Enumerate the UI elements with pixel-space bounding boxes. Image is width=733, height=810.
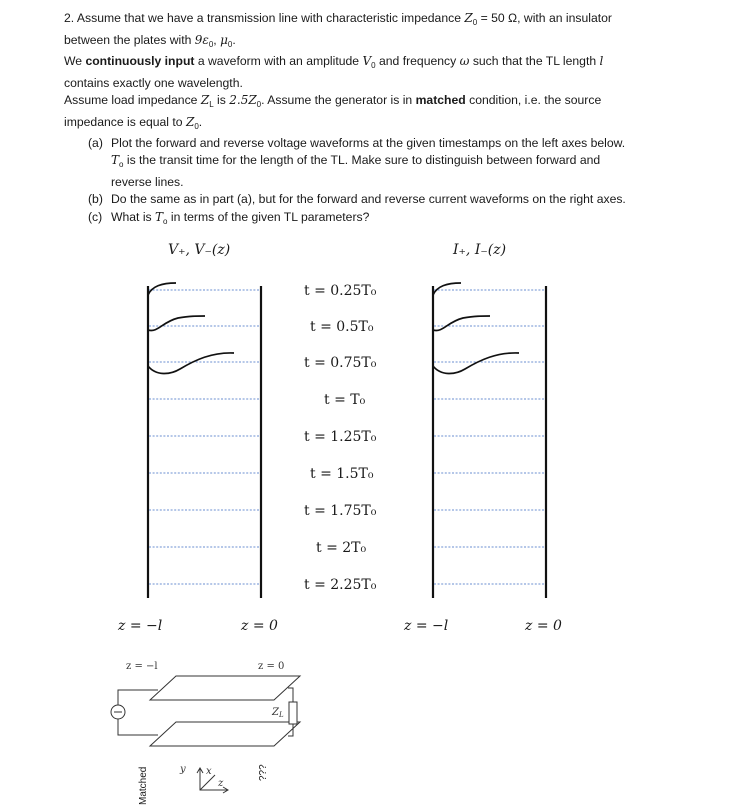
voltage-gridlines — [149, 290, 260, 584]
problem-line-6: impedance is equal to $Z_0$. — [64, 114, 203, 131]
problem-line-3: We continuously input a waveform with an amplitude $V_0$ and frequency ω such that the TL length l — [64, 54, 604, 71]
timestamp-label: t = T₀ — [324, 392, 366, 408]
matched-label: Matched — [138, 766, 149, 805]
timestamp-label: t = 2.25T₀ — [304, 577, 377, 593]
axis-x-label: x — [206, 766, 212, 777]
question-label: ??? — [258, 764, 269, 781]
upper-plate — [150, 676, 300, 700]
load-wire-top — [288, 688, 293, 702]
problem-line-2: between the plates with $9\varepsilon_0$, $\mu_0$. — [64, 32, 236, 49]
coord-axis-x — [200, 775, 215, 790]
diagram-zzero-label: z = 0 — [258, 661, 285, 672]
load-label: $Z_L$ — [272, 707, 284, 719]
load-wire-bottom — [288, 724, 293, 736]
part-b: (b) Do the same as in part (a), but for the forward and reverse current waveforms on the right axes. — [88, 192, 626, 207]
timestamp-label: t = 1.25T₀ — [304, 429, 377, 445]
timestamp-label: t = 0.25T₀ — [304, 283, 377, 299]
current-waveforms — [433, 283, 519, 374]
axis-z-label: z — [218, 778, 224, 789]
part-a: (a) Plot the forward and reverse voltage waveforms at the given timestamps on the left axes below. $T_o$ is the transit time for the length of the TL. Make sure to distinguish between forward and reverse lines. — [88, 136, 626, 189]
load-resistor-icon — [289, 702, 297, 724]
timestamp-label: t = 2T₀ — [316, 540, 367, 556]
voltage-axes[interactable] — [148, 283, 261, 598]
part-c: (c) What is $T_o$ in terms of the given TL parameters? — [88, 209, 370, 226]
timestamp-label: t = 0.5T₀ — [310, 319, 374, 335]
timestamp-label: t = 0.75T₀ — [304, 355, 377, 371]
voltage-zminus-label: z = −l — [118, 618, 163, 634]
timestamp-label: t = 1.75T₀ — [304, 503, 377, 519]
current-gridlines — [434, 290, 545, 584]
current-axes[interactable] — [433, 283, 546, 598]
current-plot-title: I₊, I₋(z) — [453, 242, 507, 258]
problem-line-4: contains exactly one wavelength. — [64, 75, 243, 90]
timestamp-label: t = 1.5T₀ — [310, 466, 374, 482]
voltage-waveforms — [148, 283, 234, 374]
diagram-zminus-label: z = −l — [126, 661, 158, 672]
current-zminus-label: z = −l — [404, 618, 449, 634]
voltage-zzero-label: z = 0 — [241, 618, 278, 634]
current-zzero-label: z = 0 — [525, 618, 562, 634]
problem-line-1: 2. Assume that we have a transmission line with characteristic impedance $Z_0 = 50$ Ω, with an insulator — [64, 11, 612, 27]
problem-line-5: Assume load impedance $Z_L$ is $2.5Z_0$. Assume the generator is in matched condition, i.e. the source — [64, 93, 602, 110]
axis-y-label: y — [180, 764, 186, 775]
lower-plate — [150, 722, 300, 746]
voltage-plot-title: V₊, V₋(z) — [168, 242, 231, 258]
coord-axes-icon — [200, 768, 228, 790]
